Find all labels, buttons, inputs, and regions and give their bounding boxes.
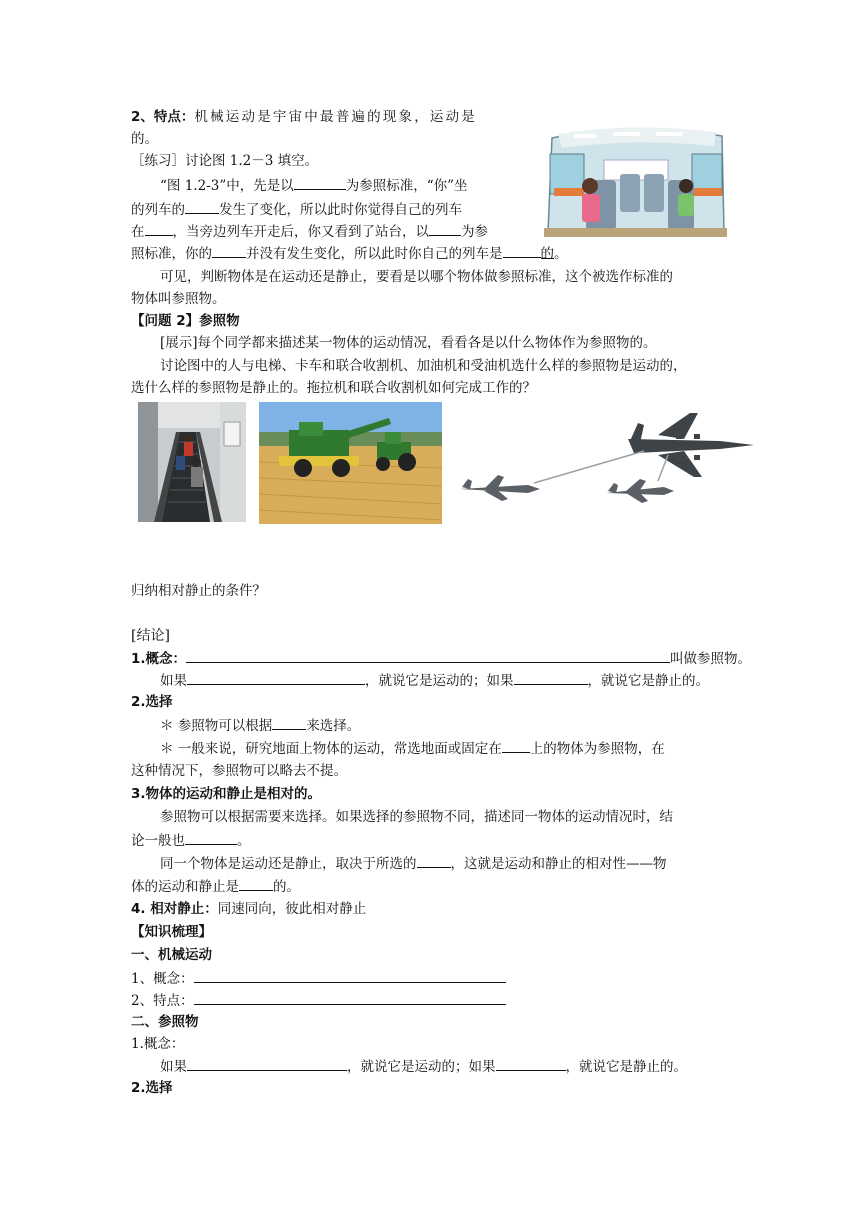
relative-rest-text: 同速同向，彼此相对静止: [217, 901, 367, 917]
fill-text: ，当旁边列车开走后，你又看到了站台，以: [172, 224, 429, 240]
fill-text: 如果: [160, 673, 187, 689]
show-text: 每个同学都来描述某一物体的运动情况，看看各是以什么物体作为参照物的。: [197, 335, 657, 351]
fill-text: 上的物体为参照物，在: [529, 741, 665, 757]
fill-text: 体的运动和静止是: [131, 879, 239, 895]
blank[interactable]: [185, 831, 237, 845]
blank[interactable]: [185, 200, 219, 214]
fill-text: 的。: [273, 879, 300, 895]
feature-label: 2、特点：: [131, 109, 195, 125]
fill-text: ＊ 一般来说，研究地面上物体的运动，常选地面或固定在: [160, 741, 502, 757]
select-line-1: [160, 716, 360, 735]
relative-rest-label: 4. 相对静止：: [131, 901, 218, 917]
if-line-2: [160, 1057, 687, 1076]
feature-line: [131, 108, 477, 126]
concept-line: [131, 649, 751, 668]
blank[interactable]: [145, 222, 173, 236]
feature-tail: 的。: [131, 131, 158, 147]
blank[interactable]: [194, 969, 506, 983]
relative-title: 3.物体的运动和静止是相对的。: [131, 786, 322, 802]
select-title: 2.选择: [131, 694, 173, 710]
induce-question: 归纳相对静止的条件？: [131, 583, 266, 599]
fill-text: ，就说它是运动的；如果: [365, 673, 514, 689]
if-line-1: [160, 671, 709, 690]
relative-rest-line: [131, 900, 366, 918]
fill-text: ，就说它是静止的。: [565, 1059, 687, 1075]
blank-filled: 的: [540, 246, 554, 262]
blank[interactable]: [514, 671, 588, 685]
conclusion-line-2: 物体叫参照物。: [131, 291, 226, 307]
relative-line-4: [131, 877, 300, 896]
relative-line-1: 参照物可以根据需要来选择。如果选择的参照物不同，描述同一物体的运动情况时，结: [160, 809, 673, 825]
blank[interactable]: [294, 176, 346, 190]
concept-label: 1.概念：: [131, 651, 187, 667]
blank[interactable]: [429, 222, 461, 236]
fill-text: “图 1.2-3”中，先是以: [160, 178, 294, 194]
fill-text: 。: [237, 833, 251, 849]
reference-heading: 二、参照物: [131, 1014, 199, 1030]
mechanical-motion-heading: 一、机械运动: [131, 947, 212, 963]
km-select-heading: 2.选择: [131, 1080, 173, 1096]
feature-text: 机械运动是宇宙中最普遍的现象，运动是: [194, 109, 478, 125]
km-feature-line: [131, 991, 506, 1010]
fill-text: 为参照标准，“你”坐: [345, 178, 468, 194]
relative-line-3: [160, 854, 667, 873]
select-line-2: [160, 739, 665, 758]
fill-text: 。: [554, 246, 568, 262]
relative-line-2: [131, 831, 251, 850]
fill-text: ＊ 参照物可以根据: [160, 718, 273, 734]
fill-line-3: [131, 222, 488, 241]
concept-tail: 叫做参照物。: [670, 651, 752, 667]
blank[interactable]: [194, 991, 506, 1005]
fill-text: 1、概念：: [131, 971, 194, 987]
blank[interactable]: [187, 671, 365, 685]
fill-text: ，这就是运动和静止的相对性——物: [450, 856, 667, 872]
blank[interactable]: [187, 1057, 347, 1071]
discuss-line-1: 讨论图中的人与电梯、卡车和联合收割机、加油机和受油机选什么样的参照物是运动的，: [160, 358, 687, 374]
blank[interactable]: [212, 244, 246, 258]
fill-text: ，就说它是运动的；如果: [347, 1059, 496, 1075]
concept-blank[interactable]: [186, 649, 670, 663]
conclusion-line-1: 可见，判断物体是在运动还是静止，要看是以哪个物体做参照标准，这个被选作标准的: [160, 269, 673, 285]
fill-text: 同一个物体是运动还是静止，取决于所选的: [160, 856, 417, 872]
train-interior-illustration: [544, 124, 727, 237]
show-line: [160, 334, 657, 352]
escalator-photo: [138, 402, 246, 522]
blank[interactable]: [502, 739, 530, 753]
question-2-title: 【问题 2】参照物: [131, 313, 240, 329]
fill-text: 为参: [461, 224, 488, 240]
fill-text: ，就说它是静止的。: [587, 673, 709, 689]
fill-line-2: [131, 200, 462, 219]
fill-text: 照标准，你的: [131, 246, 212, 262]
fill-text: 发生了变化，所以此时你觉得自己的列车: [219, 202, 462, 218]
practice-line: [131, 152, 318, 170]
km-ref-concept: 1.概念：: [131, 1036, 185, 1052]
fill-text: 并没有发生变化，所以此时你自己的列车是: [246, 246, 503, 262]
aerial-refueling-image: [458, 411, 758, 511]
blank[interactable]: [503, 244, 541, 258]
discuss-line-2: 选什么样的参照物是静止的。拖拉机和联合收割机如何完成工作的？: [131, 380, 536, 396]
fill-text: 的列车的: [131, 202, 185, 218]
select-line-3: 这种情况下，参照物可以略去不提。: [131, 763, 347, 779]
blank[interactable]: [496, 1057, 566, 1071]
practice-text: 讨论图 1.2－3 填空。: [185, 153, 319, 169]
fill-text: 在: [131, 224, 145, 240]
fill-text: 如果: [160, 1059, 187, 1075]
show-label: [展示]: [160, 335, 198, 351]
blank[interactable]: [417, 854, 451, 868]
conclusion-title: [结论]: [131, 628, 170, 644]
fill-line-1: [160, 176, 468, 195]
km-concept-line: [131, 969, 506, 988]
fill-line-4: [131, 244, 568, 263]
blank[interactable]: [272, 716, 306, 730]
fill-text: 论一般也: [131, 833, 185, 849]
practice-label: ［练习］: [131, 153, 185, 169]
harvester-photo: [259, 402, 442, 524]
knowledge-title: 【知识梳理】: [131, 924, 212, 940]
fill-text: 2、特点：: [131, 993, 194, 1009]
blank[interactable]: [239, 877, 273, 891]
fill-text: 来选择。: [306, 718, 361, 734]
